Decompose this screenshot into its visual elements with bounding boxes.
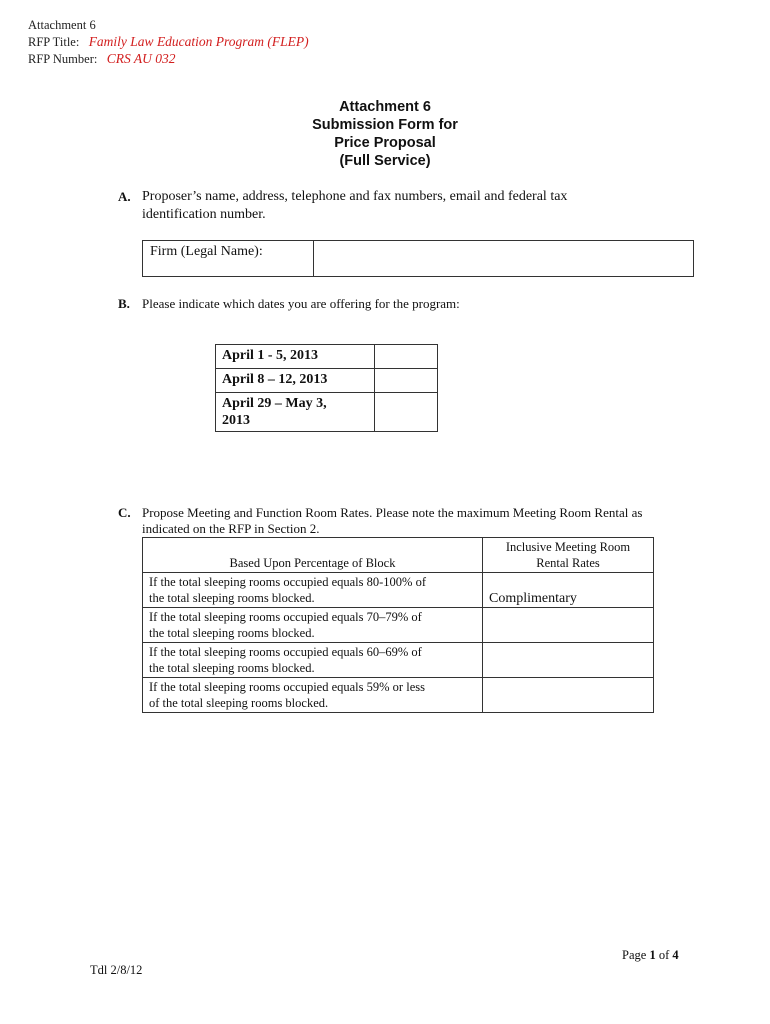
date-label: April 8 – 12, 2013 (216, 369, 375, 393)
rate-condition-line-2: of the total sleeping rooms blocked. (149, 696, 329, 710)
page-of: of (658, 948, 670, 962)
date-checkbox-cell[interactable] (375, 393, 438, 432)
date-label-line-2: 2013 (222, 413, 250, 428)
rate-condition-line-1: If the total sleeping rooms occupied equals 80-100% of (149, 575, 427, 589)
rates-col2-header-line-1: Inclusive Meeting Room (505, 540, 631, 554)
rate-condition-line-2: the total sleeping rooms blocked. (149, 626, 315, 640)
section-c-text (142, 505, 702, 537)
rate-condition (143, 573, 483, 608)
rates-col1-header: Based Upon Percentage of Block (143, 538, 483, 573)
page-title (0, 98, 770, 170)
date-label-line-1: April 29 – May 3, (222, 396, 327, 411)
rfp-title-row (28, 34, 309, 50)
table-row (143, 573, 654, 608)
firm-input-cell[interactable] (314, 241, 694, 277)
table-row (143, 678, 654, 713)
rate-condition-line-1: If the total sleeping rooms occupied equals 70–79% of (149, 610, 422, 624)
rfp-number-row (28, 51, 175, 67)
section-c-letter: C. (118, 505, 131, 520)
title-line-3: Price Proposal (334, 135, 436, 151)
rfp-number-value: CRS AU 032 (106, 51, 176, 66)
page-number (622, 948, 679, 963)
table-row (143, 608, 654, 643)
section-b-letter: B. (118, 296, 130, 311)
date-label (216, 393, 375, 432)
rate-value-cell[interactable] (483, 608, 654, 643)
section-a-text (142, 188, 662, 224)
page-total: 4 (672, 948, 679, 962)
title-line-1: Attachment 6 (339, 99, 431, 115)
title-line-4: (Full Service) (339, 153, 431, 169)
section-c-text-line-2: indicated on the RFP in Section 2. (142, 521, 320, 536)
rate-condition (143, 678, 483, 713)
section-a-letter: A. (118, 189, 131, 204)
section-a-text-line-2: identification number. (142, 207, 266, 222)
title-line-2: Submission Form for (312, 117, 458, 133)
rfp-title-value: Family Law Education Program (FLEP) (88, 34, 309, 49)
rfp-title-label: RFP Title: (28, 35, 80, 49)
rate-value-cell[interactable] (483, 643, 654, 678)
rate-condition-line-1: If the total sleeping rooms occupied equals 59% or less (149, 680, 425, 694)
rfp-number-label: RFP Number: (28, 52, 98, 66)
header-attachment: Attachment 6 (28, 18, 96, 32)
section-a-text-line-1: Proposer’s name, address, telephone and fax numbers, email and federal tax (142, 189, 568, 204)
section-c-text-line-1: Propose Meeting and Function Room Rates. Please note the maximum Meeting Room Rental as (142, 505, 643, 520)
rate-condition (143, 643, 483, 678)
page-current: 1 (649, 948, 656, 962)
date-checkbox-cell[interactable] (375, 345, 438, 369)
section-b-text: Please indicate which dates you are offering for the program: (142, 296, 460, 311)
date-label: April 1 - 5, 2013 (216, 345, 375, 369)
rate-value-cell[interactable]: Complimentary (483, 573, 654, 608)
dates-table (215, 344, 438, 432)
doc-code: Tdl 2/8/12 (90, 963, 143, 977)
firm-label: Firm (Legal Name): (143, 241, 314, 277)
rate-condition-line-2: the total sleeping rooms blocked. (149, 591, 315, 605)
date-checkbox-cell[interactable] (375, 369, 438, 393)
rates-col2-header-line-2: Rental Rates (536, 556, 600, 570)
rates-table (142, 537, 654, 713)
table-row (143, 643, 654, 678)
rates-col2-header (483, 538, 654, 573)
rate-condition-line-2: the total sleeping rooms blocked. (149, 661, 315, 675)
rate-condition (143, 608, 483, 643)
rate-condition-line-1: If the total sleeping rooms occupied equals 60–69% of (149, 645, 422, 659)
firm-table (142, 240, 694, 277)
rate-value-cell[interactable] (483, 678, 654, 713)
page-word: Page (622, 948, 647, 962)
